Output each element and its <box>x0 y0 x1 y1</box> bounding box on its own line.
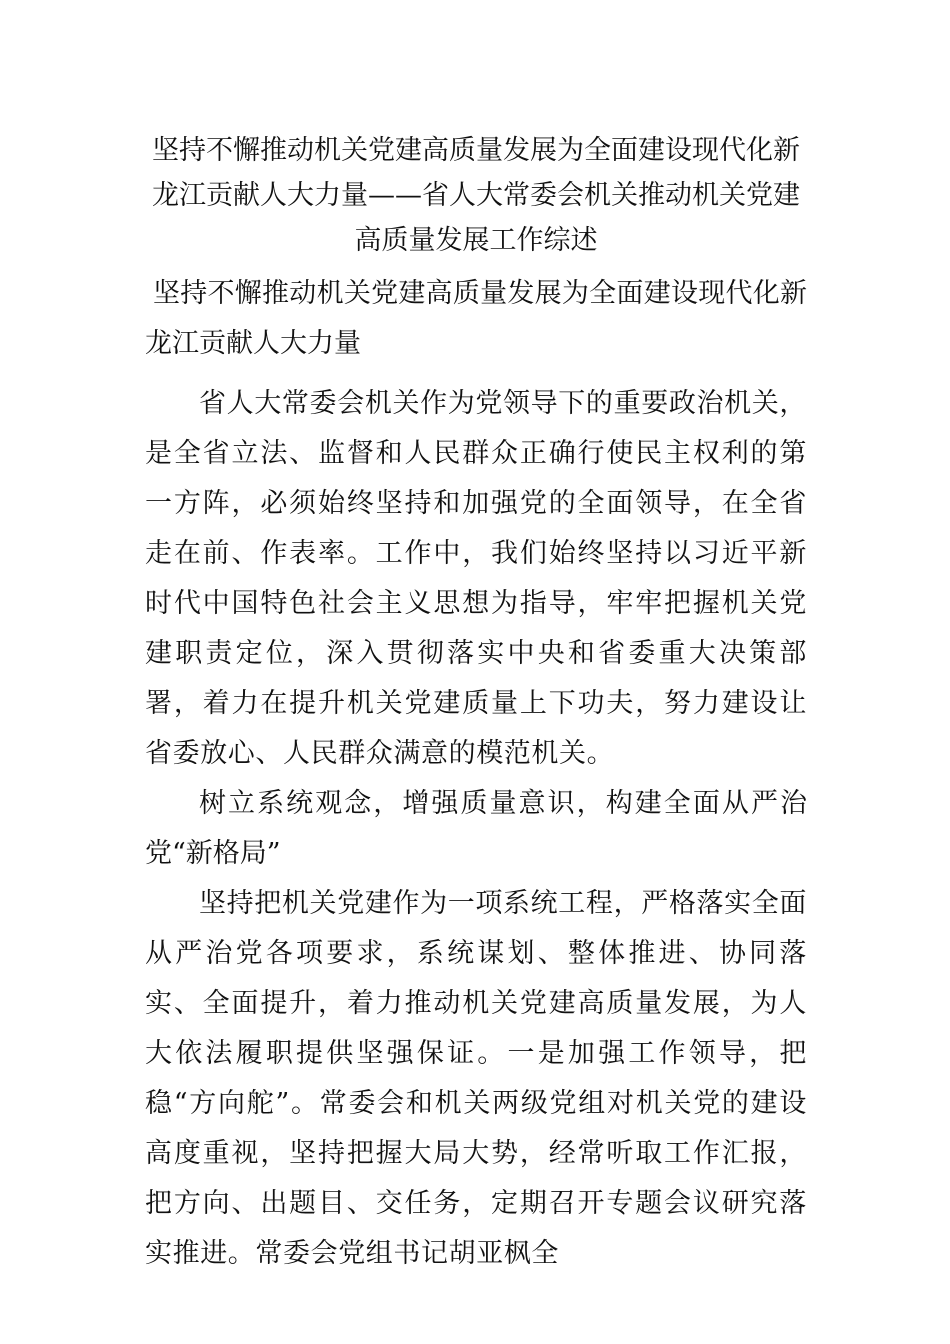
paragraph-1: 省人大常委会机关作为党领导下的重要政治机关，是全省立法、监督和人民群众正确行使民主权利的第一方阵，必须始终坚持和加强党的全面领导，在全省走在前、作表率。工作中，我们始终坚持以习近平新时代中国特色社会主义思想为指导，牢牢把握机关党建职责定位，深入贯彻落实中央和省委重大决策部署，着力在提升机关党建质量上下功夫，努力建设让省委放心、人民群众满意的模范机关。 <box>145 388 807 769</box>
document-subtitle: 坚持不懈推动机关党建高质量发展为全面建设现代化新龙江贡献人大力量 <box>145 278 807 359</box>
paragraph-2: 坚持把机关党建作为一项系统工程，严格落实全面从严治党各项要求，系统谋划、整体推进、协同落实、全面提升，着力推动机关党建高质量发展，为人大依法履职提供坚强保证。一是加强工作领导，把稳“方向舵”。常委会和机关两级党组对机关党的建设高度重视，坚持把握大局大势，经常听取工作汇报，把方向、出题目、交任务，定期召开专题会议研究落实推进。常委会党组书记胡亚枫全 <box>145 888 807 1269</box>
document-title: 坚持不懈推动机关党建高质量发展为全面建设现代化新龙江贡献人大力量——省人大常委会机关推动机关党建高质量发展工作综述 <box>152 135 800 256</box>
section-heading-1: 树立系统观念，增强质量意识，构建全面从严治党“新格局” <box>145 788 807 869</box>
document-page <box>145 128 807 1279</box>
